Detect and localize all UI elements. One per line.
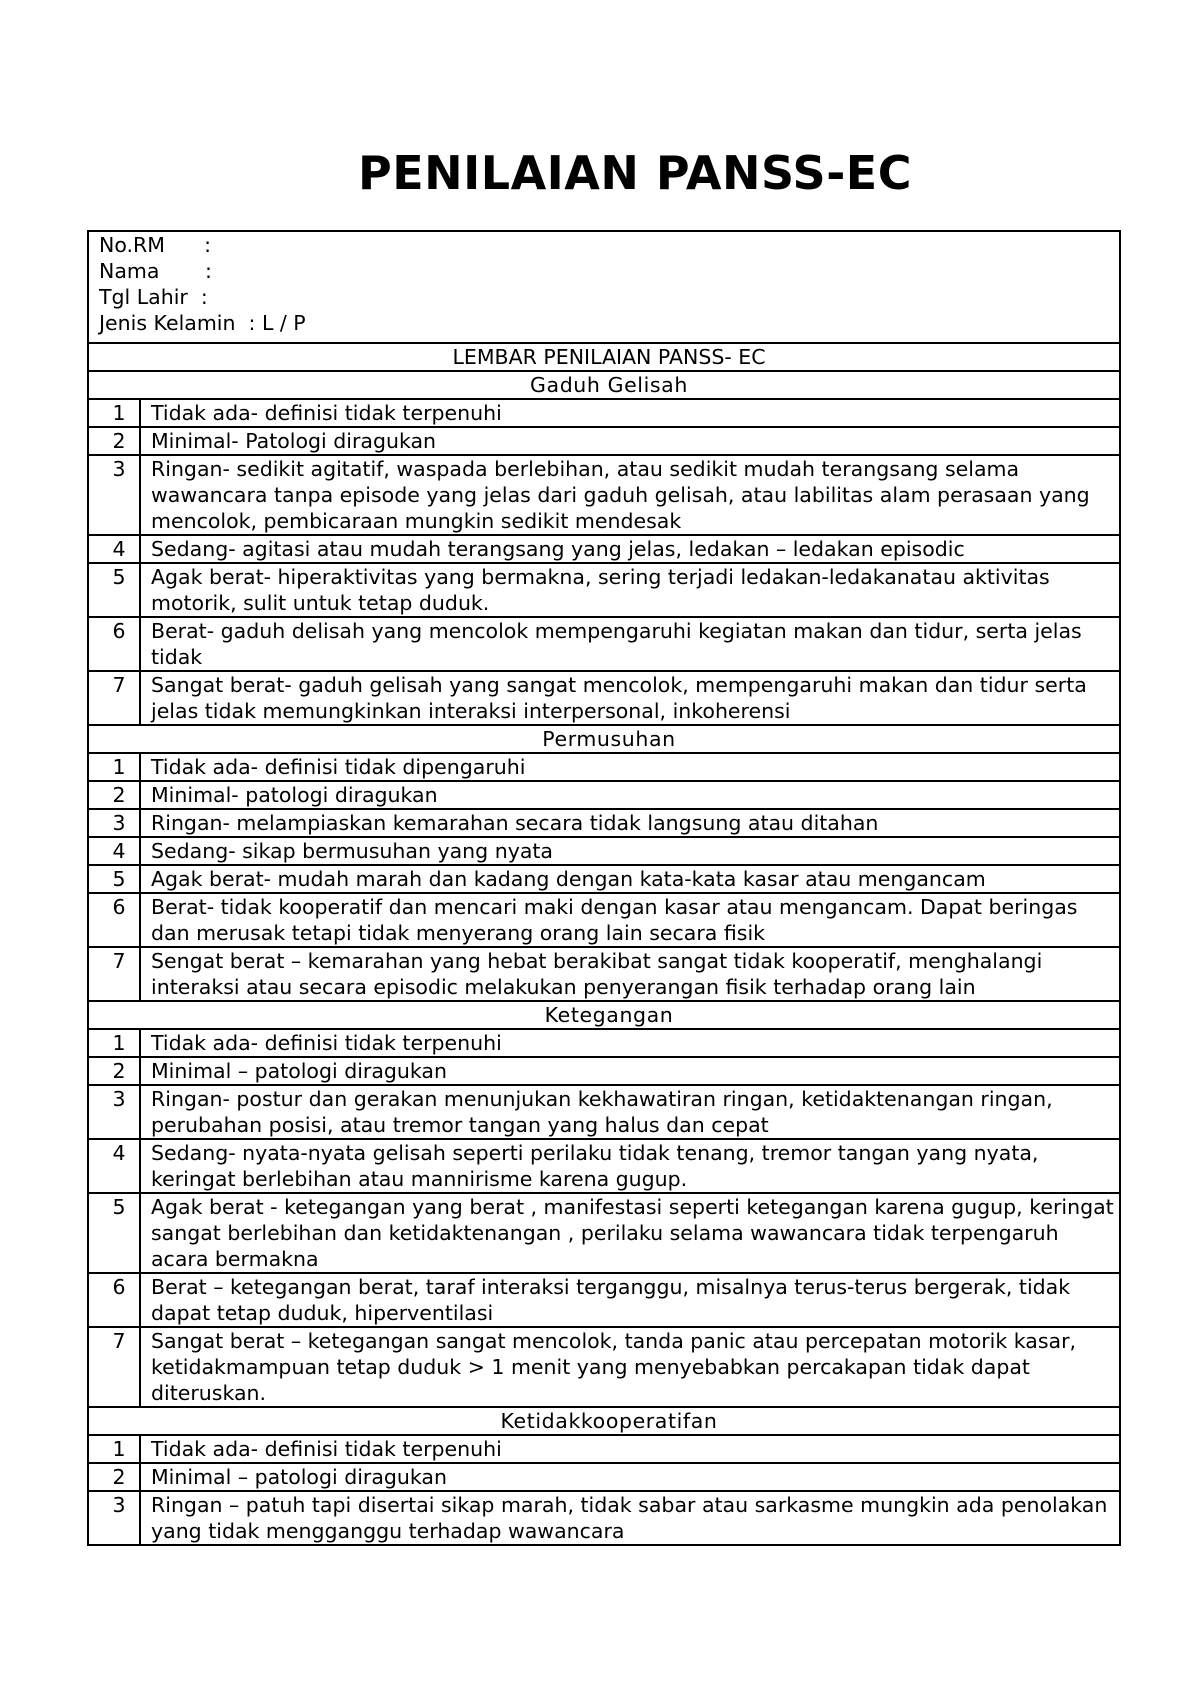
score-cell: 1 <box>88 399 140 427</box>
table-row <box>88 1273 1120 1327</box>
description-cell: Sedang- agitasi atau mudah terangsang yang jelas, ledakan – ledakan episodic <box>140 535 1120 563</box>
section-header-row <box>88 1001 1120 1029</box>
score-cell: 5 <box>88 865 140 893</box>
field-tgl-lahir: Tgl Lahir : <box>99 285 208 309</box>
table-row <box>88 781 1120 809</box>
table-row <box>88 671 1120 725</box>
table-row <box>88 1029 1120 1057</box>
table-row <box>88 753 1120 781</box>
description-cell: Agak berat- mudah marah dan kadang dengan kata-kata kasar atau mengancam <box>140 865 1120 893</box>
description-cell: Minimal – patologi diragukan <box>140 1463 1120 1491</box>
table-row <box>88 427 1120 455</box>
table-row <box>88 893 1120 947</box>
table-row <box>88 455 1120 535</box>
score-cell: 4 <box>88 1139 140 1193</box>
description-cell: Sangat berat – ketegangan sangat mencolok, tanda panic atau percepatan motorik kasar, ketidakmampuan tetap duduk > 1 menit yang menyebabkan percakapan tidak dapat diteruskan. <box>140 1327 1120 1407</box>
score-cell: 1 <box>88 1029 140 1057</box>
score-cell: 6 <box>88 1273 140 1327</box>
description-cell: Agak berat- hiperaktivitas yang bermakna, sering terjadi ledakan-ledakanatau aktivitas motorik, sulit untuk tetap duduk. <box>140 563 1120 617</box>
score-cell: 2 <box>88 1463 140 1491</box>
field-no-rm: No.RM : <box>99 233 211 257</box>
description-cell: Berat – ketegangan berat, taraf interaksi terganggu, misalnya terus-terus bergerak, tidak dapat tetap duduk, hiperventilasi <box>140 1273 1120 1327</box>
score-cell: 1 <box>88 753 140 781</box>
score-cell: 3 <box>88 809 140 837</box>
description-cell: Tidak ada- definisi tidak dipengaruhi <box>140 753 1120 781</box>
description-cell: Berat- tidak kooperatif dan mencari maki dengan kasar atau mengancam. Dapat beringas dan merusak tetapi tidak menyerang orang lain secara fisik <box>140 893 1120 947</box>
section-title: Ketidakkooperatifan <box>88 1407 1120 1435</box>
score-cell: 2 <box>88 1057 140 1085</box>
score-cell: 2 <box>88 427 140 455</box>
description-cell: Sedang- nyata-nyata gelisah seperti perilaku tidak tenang, tremor tangan yang nyata, keringat berlebihan atau mannirisme karena gugup. <box>140 1139 1120 1193</box>
score-cell: 7 <box>88 947 140 1001</box>
score-cell: 4 <box>88 535 140 563</box>
table-row <box>88 1463 1120 1491</box>
section-header-row <box>88 725 1120 753</box>
table-row <box>88 1085 1120 1139</box>
score-cell: 7 <box>88 1327 140 1407</box>
panss-ec-table <box>87 230 1121 1546</box>
description-cell: Minimal- Patologi diragukan <box>140 427 1120 455</box>
section-header-row <box>88 1407 1120 1435</box>
description-cell: Minimal – patologi diragukan <box>140 1057 1120 1085</box>
sheet-title-row <box>88 343 1120 371</box>
patient-info-box <box>88 231 1120 343</box>
sheet-title: LEMBAR PENILAIAN PANSS- EC <box>88 343 1120 371</box>
description-cell: Berat- gaduh delisah yang mencolok mempengaruhi kegiatan makan dan tidur, serta jelas tidak <box>140 617 1120 671</box>
score-cell: 7 <box>88 671 140 725</box>
field-nama: Nama : <box>99 259 212 283</box>
table-row <box>88 809 1120 837</box>
score-cell: 6 <box>88 617 140 671</box>
score-cell: 3 <box>88 1085 140 1139</box>
table-row <box>88 1057 1120 1085</box>
score-cell: 2 <box>88 781 140 809</box>
description-cell: Ringan – patuh tapi disertai sikap marah, tidak sabar atau sarkasme mungkin ada penolakan yang tidak mengganggu terhadap wawancara <box>140 1491 1120 1545</box>
table-row <box>88 1327 1120 1407</box>
description-cell: Minimal- patologi diragukan <box>140 781 1120 809</box>
table-row <box>88 617 1120 671</box>
table-row <box>88 865 1120 893</box>
score-cell: 3 <box>88 1491 140 1545</box>
section-title: Gaduh Gelisah <box>88 371 1120 399</box>
description-cell: Tidak ada- definisi tidak terpenuhi <box>140 399 1120 427</box>
table-row <box>88 947 1120 1001</box>
description-cell: Ringan- postur dan gerakan menunjukan kekhawatiran ringan, ketidaktenangan ringan, perubahan posisi, atau tremor tangan yang halus dan cepat <box>140 1085 1120 1139</box>
field-jenis-kelamin: Jenis Kelamin : L / P <box>99 311 306 335</box>
description-cell: Ringan- sedikit agitatif, waspada berlebihan, atau sedikit mudah terangsang selama wawancara tanpa episode yang jelas dari gaduh gelisah, atau labilitas alam perasaan yang mencolok, pembicaraan mungkin sedikit mendesak <box>140 455 1120 535</box>
table-row <box>88 399 1120 427</box>
description-cell: Sedang- sikap bermusuhan yang nyata <box>140 837 1120 865</box>
description-cell: Tidak ada- definisi tidak terpenuhi <box>140 1029 1120 1057</box>
score-cell: 4 <box>88 837 140 865</box>
table-row <box>88 1139 1120 1193</box>
score-cell: 5 <box>88 1193 140 1273</box>
description-cell: Agak berat - ketegangan yang berat , manifestasi seperti ketegangan karena gugup, keringat sangat berlebihan dan ketidaktenangan , perilaku selama wawancara tidak terpengaruh acara bermakna <box>140 1193 1120 1273</box>
score-cell: 1 <box>88 1435 140 1463</box>
description-cell: Tidak ada- definisi tidak terpenuhi <box>140 1435 1120 1463</box>
table-row <box>88 837 1120 865</box>
description-cell: Sangat berat- gaduh gelisah yang sangat mencolok, mempengaruhi makan dan tidur serta jelas tidak memungkinkan interaksi interpersonal, inkoherensi <box>140 671 1120 725</box>
section-header-row <box>88 371 1120 399</box>
page-title: PENILAIAN PANSS-EC <box>358 146 912 200</box>
score-cell: 3 <box>88 455 140 535</box>
section-title: Permusuhan <box>88 725 1120 753</box>
table-row <box>88 1193 1120 1273</box>
score-cell: 5 <box>88 563 140 617</box>
section-title: Ketegangan <box>88 1001 1120 1029</box>
description-cell: Ringan- melampiaskan kemarahan secara tidak langsung atau ditahan <box>140 809 1120 837</box>
score-cell: 6 <box>88 893 140 947</box>
table-row <box>88 563 1120 617</box>
table-row <box>88 535 1120 563</box>
table-body <box>88 231 1120 1545</box>
patient-info-row <box>88 231 1120 343</box>
table-row <box>88 1491 1120 1545</box>
table-row <box>88 1435 1120 1463</box>
description-cell: Sengat berat – kemarahan yang hebat berakibat sangat tidak kooperatif, menghalangi interaksi atau secara episodic melakukan penyerangan fisik terhadap orang lain <box>140 947 1120 1001</box>
